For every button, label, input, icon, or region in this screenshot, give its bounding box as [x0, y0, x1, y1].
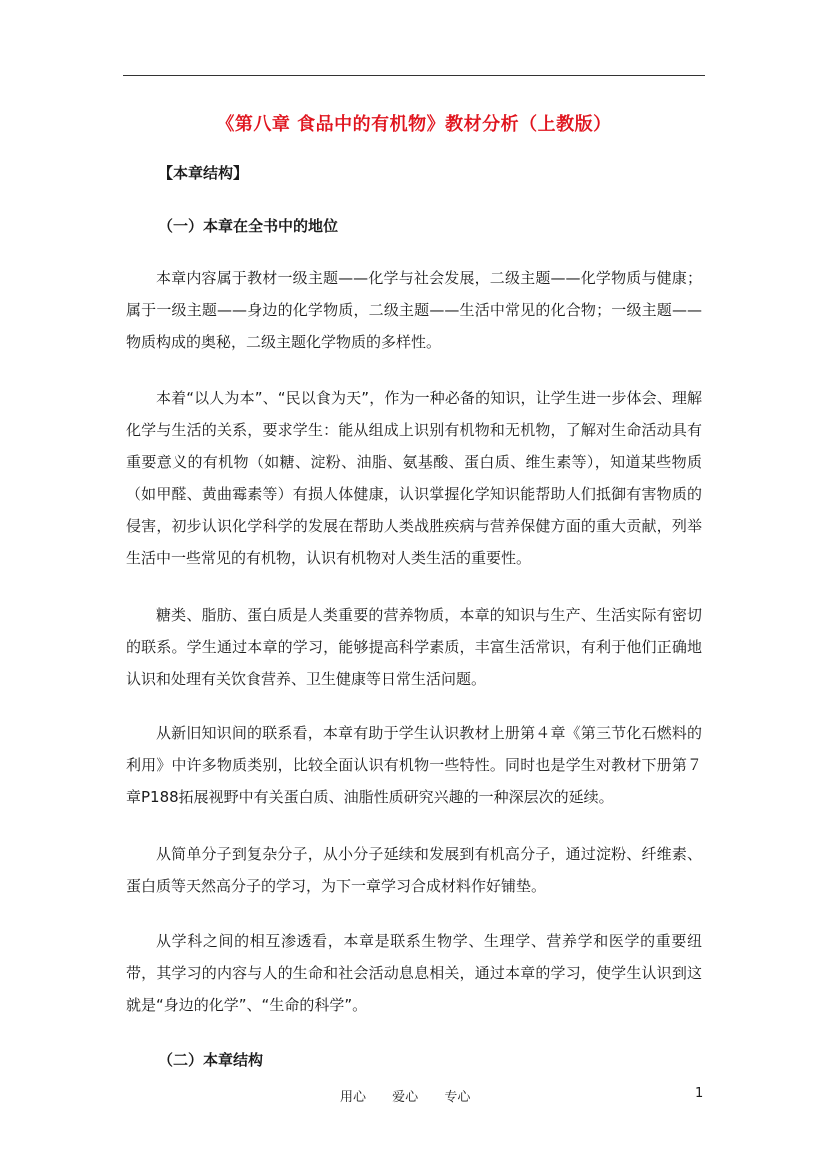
section-heading-structure: 【本章结构】 [158, 164, 249, 182]
footer-motto [340, 1086, 492, 1105]
paragraph-4: 从新旧知识间的联系看，本章有助于学生认识教材上册第４章《第三节化石燃料的利用》中许多物质类别，比较全面认识有机物一些特性。同时也是学生对教材下册第７章P188拓展视野中有关蛋白质、油脂性质研究兴趣的一种深层次的延续。 [126, 724, 702, 806]
paragraph-1: 本章内容属于教材一级主题——化学与社会发展，二级主题——化学物质与健康；属于一级主题——身边的化学物质，二级主题——生活中常见的化合物；一级主题——物质构成的奥秘，二级主题化学物质的多样性。 [126, 269, 702, 351]
footer-word: 专心 [444, 1090, 471, 1105]
header-rule [123, 75, 705, 76]
footer-word: 用心 [340, 1090, 367, 1105]
subsection-heading-position: （一）本章在全书中的地位 [158, 217, 339, 235]
subsection-heading-structure: （二）本章结构 [158, 1051, 264, 1069]
page-number: 1 [695, 1086, 704, 1101]
document-title: 《第八章 食品中的有机物》教材分析（上教版） [216, 114, 612, 135]
paragraph-3: 糖类、脂肪、蛋白质是人类重要的营养物质，本章的知识与生产、生活实际有密切的联系。学生通过本章的学习，能够提高科学素质，丰富生活常识，有利于他们正确地认识和处理有关饮食营养、卫生健康等日常生活问题。 [126, 606, 702, 688]
paragraph-5: 从简单分子到复杂分子，从小分子延续和发展到有机高分子，通过淀粉、纤维素、蛋白质等天然高分子的学习，为下一章学习合成材料作好铺垫。 [126, 845, 702, 895]
footer-word: 爱心 [392, 1090, 419, 1105]
paragraph-2: 本着“以人为本”、“民以食为天”，作为一种必备的知识，让学生进一步体会、理解化学与生活的关系，要求学生：能从组成上识别有机物和无机物，了解对生命活动具有重要意义的有机物（如糖、淀粉、油脂、氨基酸、蛋白质、维生素等），知道某些物质（如甲醛、黄曲霉素等）有损人体健康，认识掌握化学知识能帮助人们抵御有害物质的侵害，初步认识化学科学的发展在帮助人类战胜疾病与营养保健方面的重大贡献，列举生活中一些常见的有机物，认识有机物对人类生活的重要性。 [126, 389, 702, 567]
paragraph-6: 从学科之间的相互渗透看，本章是联系生物学、生理学、营养学和医学的重要纽带，其学习的内容与人的生命和社会活动息息相关，通过本章的学习，使学生认识到这就是“身边的化学”、“生命的科学”。 [126, 932, 702, 1014]
